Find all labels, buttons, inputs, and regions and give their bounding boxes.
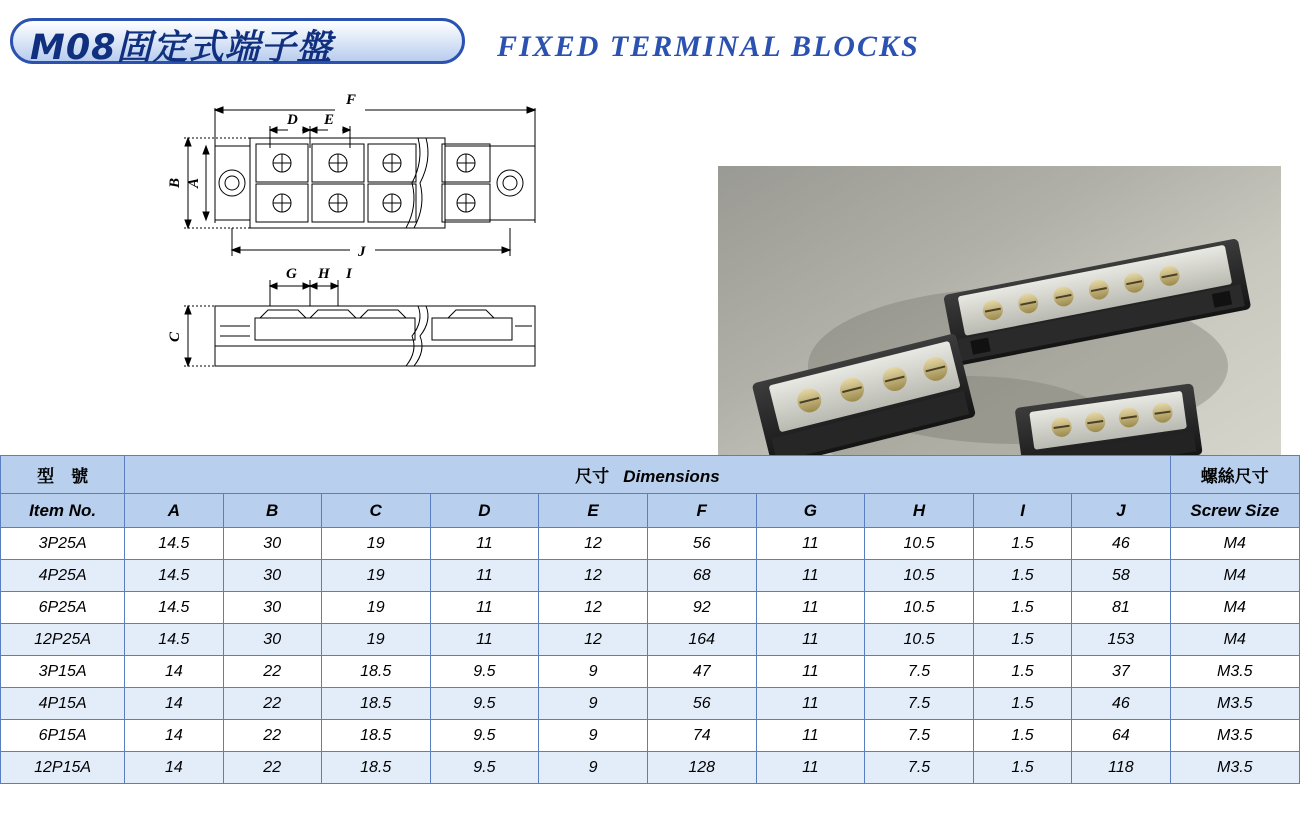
cell-value: 19: [321, 528, 430, 560]
cell-value: 7.5: [865, 752, 974, 784]
cell-item-no: 3P25A: [1, 528, 125, 560]
cell-value: 10.5: [865, 624, 974, 656]
label-C: C: [167, 331, 183, 342]
col-header-f: F: [647, 494, 756, 528]
cell-value: 7.5: [865, 656, 974, 688]
cell-value: M3.5: [1170, 656, 1299, 688]
cell-value: 10.5: [865, 560, 974, 592]
cell-value: 9.5: [430, 720, 539, 752]
cell-item-no: 4P25A: [1, 560, 125, 592]
cell-value: 30: [223, 528, 321, 560]
cell-value: 164: [647, 624, 756, 656]
cell-value: 11: [430, 592, 539, 624]
cell-value: 58: [1072, 560, 1170, 592]
col-header-item-no: Item No.: [1, 494, 125, 528]
cell-value: 30: [223, 560, 321, 592]
cell-value: 11: [756, 720, 865, 752]
cell-value: 68: [647, 560, 756, 592]
col-header-h: H: [865, 494, 974, 528]
cell-value: 10.5: [865, 592, 974, 624]
page-header: [0, 0, 1300, 78]
cell-value: 1.5: [973, 528, 1071, 560]
cell-value: 14: [125, 688, 223, 720]
table-body: [1, 528, 1300, 784]
table-row: [1, 560, 1300, 592]
cell-value: M4: [1170, 592, 1299, 624]
cell-value: 11: [756, 656, 865, 688]
cell-value: 7.5: [865, 688, 974, 720]
label-B: B: [167, 177, 183, 188]
cell-value: 14: [125, 656, 223, 688]
table-row: [1, 656, 1300, 688]
cell-value: 14.5: [125, 624, 223, 656]
cell-value: 1.5: [973, 624, 1071, 656]
cell-value: M3.5: [1170, 688, 1299, 720]
cell-value: 11: [756, 528, 865, 560]
cell-value: 19: [321, 624, 430, 656]
cell-value: 46: [1072, 688, 1170, 720]
cell-value: 11: [430, 560, 539, 592]
cell-value: 18.5: [321, 752, 430, 784]
label-J: J: [358, 244, 366, 260]
cell-value: 56: [647, 688, 756, 720]
cell-value: 18.5: [321, 656, 430, 688]
table-row: [1, 592, 1300, 624]
cell-value: 12: [539, 528, 648, 560]
cell-item-no: 6P25A: [1, 592, 125, 624]
header-screw-cn: 螺絲尺寸: [1170, 456, 1299, 494]
page-title-english: FIXED TERMINAL BLOCKS: [497, 30, 920, 63]
label-H: H: [318, 266, 330, 282]
cell-value: 9: [539, 688, 648, 720]
cell-item-no: 4P15A: [1, 688, 125, 720]
table-row: [1, 720, 1300, 752]
label-A: A: [186, 177, 202, 188]
cell-value: 14.5: [125, 592, 223, 624]
cell-value: 14: [125, 720, 223, 752]
cell-value: 1.5: [973, 688, 1071, 720]
cell-value: 11: [756, 592, 865, 624]
cell-value: 14.5: [125, 528, 223, 560]
cell-value: 1.5: [973, 592, 1071, 624]
label-E: E: [324, 112, 335, 128]
col-header-e: E: [539, 494, 648, 528]
table-row: [1, 624, 1300, 656]
cell-value: 11: [756, 752, 865, 784]
spec-table: [0, 455, 1300, 784]
dimension-drawing: [160, 78, 580, 388]
cell-value: 128: [647, 752, 756, 784]
cell-item-no: 12P15A: [1, 752, 125, 784]
cell-value: 22: [223, 656, 321, 688]
cell-value: 74: [647, 720, 756, 752]
label-D: D: [287, 112, 298, 128]
cell-value: 1.5: [973, 656, 1071, 688]
col-header-c: C: [321, 494, 430, 528]
cell-value: 153: [1072, 624, 1170, 656]
col-header-screw-size: Screw Size: [1170, 494, 1299, 528]
header-dimensions: [125, 456, 1170, 494]
cell-item-no: 6P15A: [1, 720, 125, 752]
cell-value: M4: [1170, 560, 1299, 592]
cell-value: M3.5: [1170, 720, 1299, 752]
content-area: [0, 78, 1300, 443]
cell-value: M3.5: [1170, 752, 1299, 784]
cell-value: 22: [223, 688, 321, 720]
table-row: [1, 752, 1300, 784]
cell-value: 118: [1072, 752, 1170, 784]
cell-value: 64: [1072, 720, 1170, 752]
spec-table-wrapper: [0, 455, 1300, 784]
cell-value: 11: [430, 528, 539, 560]
label-G: G: [286, 266, 297, 282]
header-dimensions-en: Dimensions: [623, 467, 720, 486]
cell-value: 22: [223, 752, 321, 784]
label-F: F: [346, 92, 357, 108]
cell-value: 1.5: [973, 560, 1071, 592]
cell-value: 81: [1072, 592, 1170, 624]
cell-value: 11: [756, 688, 865, 720]
cell-value: 14: [125, 752, 223, 784]
cell-value: 11: [756, 624, 865, 656]
col-header-i: I: [973, 494, 1071, 528]
cell-value: 9: [539, 656, 648, 688]
cell-value: 11: [756, 560, 865, 592]
table-row: [1, 528, 1300, 560]
cell-value: 22: [223, 720, 321, 752]
cell-value: 30: [223, 592, 321, 624]
cell-value: 12: [539, 560, 648, 592]
cell-value: 30: [223, 624, 321, 656]
table-column-header-row: [1, 494, 1300, 528]
cell-value: 56: [647, 528, 756, 560]
table-group-header-row: [1, 456, 1300, 494]
cell-value: 1.5: [973, 752, 1071, 784]
col-header-j: J: [1072, 494, 1170, 528]
cell-value: 9: [539, 752, 648, 784]
col-header-d: D: [430, 494, 539, 528]
cell-value: 11: [430, 624, 539, 656]
cell-value: 1.5: [973, 720, 1071, 752]
header-dimensions-cn: 尺寸: [575, 467, 610, 487]
cell-value: 19: [321, 592, 430, 624]
cell-value: 37: [1072, 656, 1170, 688]
cell-item-no: 12P25A: [1, 624, 125, 656]
cell-value: 9.5: [430, 656, 539, 688]
cell-value: 12: [539, 592, 648, 624]
cell-value: 47: [647, 656, 756, 688]
cell-value: 46: [1072, 528, 1170, 560]
col-header-g: G: [756, 494, 865, 528]
label-I: I: [346, 266, 352, 282]
cell-value: 9: [539, 720, 648, 752]
cell-value: 12: [539, 624, 648, 656]
cell-value: 92: [647, 592, 756, 624]
cell-value: 14.5: [125, 560, 223, 592]
cell-value: M4: [1170, 528, 1299, 560]
page-title-chinese: M08固定式端子盤: [30, 28, 333, 68]
cell-item-no: 3P15A: [1, 656, 125, 688]
cell-value: 10.5: [865, 528, 974, 560]
col-header-a: A: [125, 494, 223, 528]
cell-value: 9.5: [430, 688, 539, 720]
cell-value: 9.5: [430, 752, 539, 784]
cell-value: 7.5: [865, 720, 974, 752]
table-row: [1, 688, 1300, 720]
cell-value: 18.5: [321, 688, 430, 720]
cell-value: M4: [1170, 624, 1299, 656]
cell-value: 19: [321, 560, 430, 592]
col-header-b: B: [223, 494, 321, 528]
cell-value: 18.5: [321, 720, 430, 752]
header-item-cn: 型 號: [1, 456, 125, 494]
